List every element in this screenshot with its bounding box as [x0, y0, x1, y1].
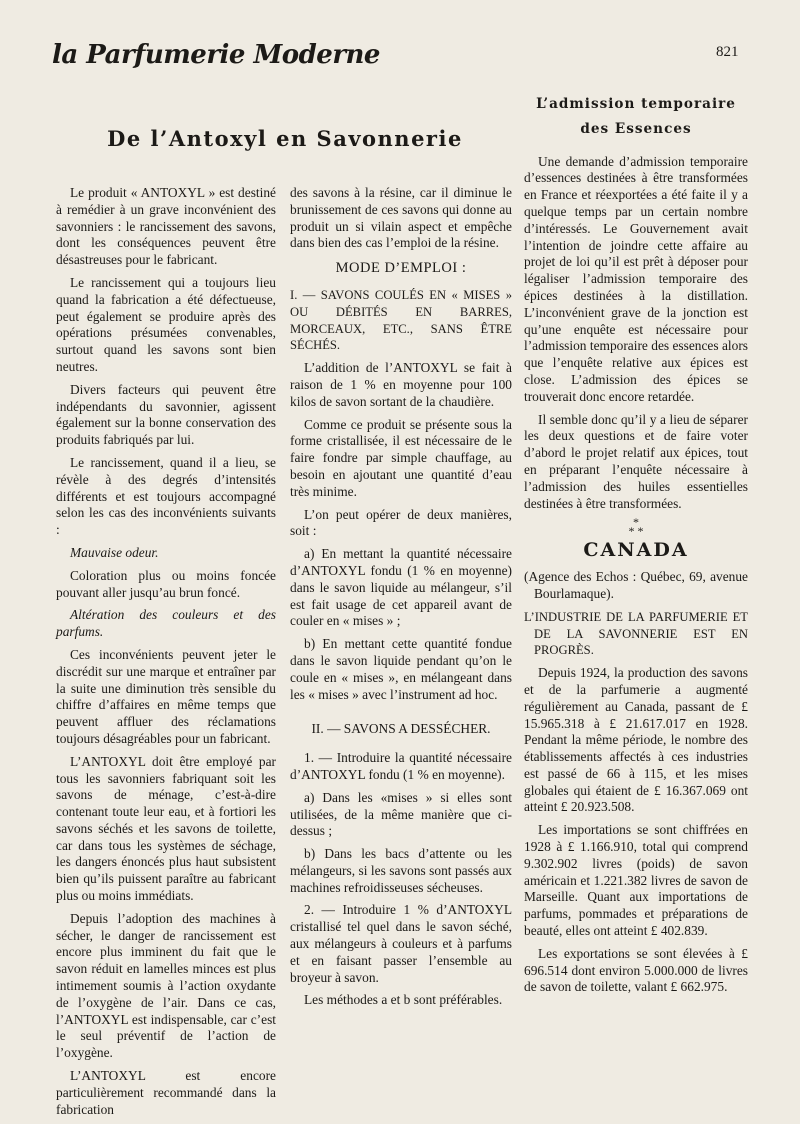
canada-subtitle: L’INDUSTRIE DE LA PARFUMERIE ET DE LA SAVONNERIE EST EN PROGRÈS.	[524, 609, 748, 658]
paragraph: a) En mettant la quantité nécessaire d’ANTOXYL fondu (1 % en moyenne) dans le savon liquide au mélangeur, s’il est fait usage de cet appareil avant de couler en « mises » ;	[290, 546, 512, 629]
paragraph: des savons à la résine, car il diminue le brunissement de ces savons qui donne au produit un si vilain aspect et empêche dans bien des cas l’emploi de la résine.	[290, 185, 512, 251]
paragraph: Les importations se sont chiffrées en 1928 à £ 1.166.910, total qui comprend 9.302.902 livres (poids) de savon américain et 1.221.382 livres de savon de Marseille. Quant aux importations de parfums, pommades et préparations de beauté, elles ont atteint £ 402.839.	[524, 822, 748, 939]
mode-emploi-heading: MODE D’EMPLOI :	[335, 260, 467, 277]
article-column-1	[56, 185, 276, 1124]
paragraph: 2. — Introduire 1 % d’ANTOXYL cristallisé tel quel dans le savon séché, aux mélangeurs à couleurs et à parfums et en faisant passer l’ensemble au broyeur à savon.	[290, 902, 512, 985]
paragraph: L’addition de l’ANTOXYL se fait à raison de 1 % en moyenne pour 100 kilos de savon sortant de la chaudière.	[290, 360, 512, 409]
paragraph: Une demande d’admission temporaire d’essences destinées à être transformées en France et réexportées a été faite il y a quelque temps par un certain nombre d’intéressés. Le Gouvernement avait l’intention de joindre cette affaire au projet de loi qu’il est prêt à déposer pour légaliser l’admission temporaire des épices destinées à la distillation. L’inconvénient grave de la jonction est qu’une enquête est nécessaire pour l’admission temporaire des essences alors que l’enquête relative aux épices est close. L’admission des épices se trouverait donc encore retardée.	[524, 153, 748, 404]
paragraph: Les exportations se sont élevées à £ 696.514 dont environ 5.000.000 de livres de savon de toilette, valant £ 662.975.	[524, 945, 748, 995]
paragraph: Depuis l’adoption des machines à sécher, le danger de rancissement est encore plus imminent du fait que le savon réduit en lamelles minces est plus intimement soumis à l’action oxydante de l’oxygène de l’air. Dans ce cas, l’ANTOXYL est indispensable, car c’est le seul préventif de l’action de l’oxygène.	[56, 910, 276, 1061]
page-number: 821	[716, 44, 739, 60]
paragraph: Comme ce produit se présente sous la forme cristallisée, il est nécessaire de le faire fondre par simple chauffage, au besoin en ajoutant une quantité d’eau très minime.	[290, 416, 512, 499]
paragraph: Altération des couleurs et des parfums.	[56, 607, 276, 640]
paragraph: Depuis 1924, la production des savons et de la parfumerie a augmenté régulièrement au Canada, passant de £ 15.965.318 à £ 21.617.017 en 1928. Pendant la même période, le nombre des établissements affectés à ces industries est passé de 66 à 115, et les mises globales qui étaient de £ 16.367.069 ont atteint £ 20.923.508.	[524, 665, 748, 815]
article-title: De l’Antoxyl en Savonnerie	[107, 126, 463, 151]
article-column-2	[290, 185, 512, 1015]
section-heading-2: II. — SAVONS A DESSÉCHER.	[311, 721, 491, 737]
paragraph: b) En mettant cette quantité fondue dans le savon liquide pendant qu’on le coule en « mises », en mélangeant dans les « mises » avec l’instrument ad hoc.	[290, 636, 512, 702]
paragraph: Ces inconvénients peuvent jeter le discrédit sur une marque et entraîner par la suite une diminution très sensible du chiffre d’affaires en même temps que peuvent affluer des réclamations toujours désagréables pour un fabricant.	[56, 646, 276, 746]
paragraph: L’on peut opérer de deux manières, soit :	[290, 506, 512, 539]
paragraph: Le rancissement, quand il a lieu, se révèle à des degrés d’intensités différents et est toujours accompagné selon les cas des inconvénients suivants :	[56, 454, 276, 538]
paragraph: Mauvaise odeur.	[70, 544, 159, 560]
paragraph: b) Dans les bacs d’attente ou les mélangeurs, si les savons sont passés aux machines refroidisseuses sécheuses.	[290, 846, 512, 895]
paragraph: a) Dans les «mises » si elles sont utilisées, de la même manière que ci-dessus ;	[290, 789, 512, 839]
paragraph: 1. — Introduire la quantité nécessaire d’ANTOXYL fondu (1 % en moyenne).	[290, 750, 512, 782]
paragraph: Il semble donc qu’il y a lieu de séparer les deux questions et de faire voter d’abord le projet relatif aux épices, tout en préparant l’enquête nécessaire à l’admission des huiles essentielles destinées à être transformées.	[524, 411, 748, 511]
paragraph: Le rancissement qui a toujours lieu quand la fabrication a été défectueuse, peut également se produire après des opérations présumées convenables, surtout quand les savons sont bien neutres.	[56, 274, 276, 374]
paragraph: Le produit « ANTOXYL » est destiné à remédier à un grave inconvénient des savonniers : le rancissement des savons, dont les conséquences peuvent être désastreuses pour le fabricant.	[56, 185, 276, 268]
section-heading-1: I. — SAVONS COULÉS EN « MISES » OU DÉBITÉS EN BARRES, MORCEAUX, ETC., SANS ÊTRE SÉCHÉS.	[290, 287, 512, 353]
admission-title: L’admission temporaire	[536, 96, 736, 112]
paragraph: Les méthodes a et b sont préférables.	[304, 992, 503, 1008]
paragraph: Divers facteurs qui peuvent être indépendants du savonnier, agissent également sur la bonne conservation des produits fabriqués par lui.	[56, 381, 276, 448]
paragraph: L’ANTOXYL est encore particulièrement recommandé dans la fabrication	[56, 1068, 276, 1117]
canada-title: CANADA	[583, 539, 689, 562]
source-line: (Agence des Echos : Québec, 69, avenue Bourlamaque).	[524, 569, 748, 601]
paragraph: Coloration plus ou moins foncée pouvant aller jusqu’au brun foncé.	[56, 567, 276, 600]
admission-subtitle: des Essences	[580, 120, 692, 137]
masthead: la Parfumerie Moderne	[52, 40, 380, 70]
paragraph: L’ANTOXYL doit être employé par tous les savonniers fabriquant soit les savons de ménage, c’est-à-dire contenant toute leur eau, et à fortiori les savons séchés et les savons de toilette, car dans tous les systèmes de séchage, les dangers énoncés plus haut subsistent bien qu’ils puissent paraître au fabricant plus ou moins immédiats.	[56, 753, 276, 904]
asterism-divider: * * *	[628, 515, 644, 539]
article-column-3	[524, 96, 748, 1002]
